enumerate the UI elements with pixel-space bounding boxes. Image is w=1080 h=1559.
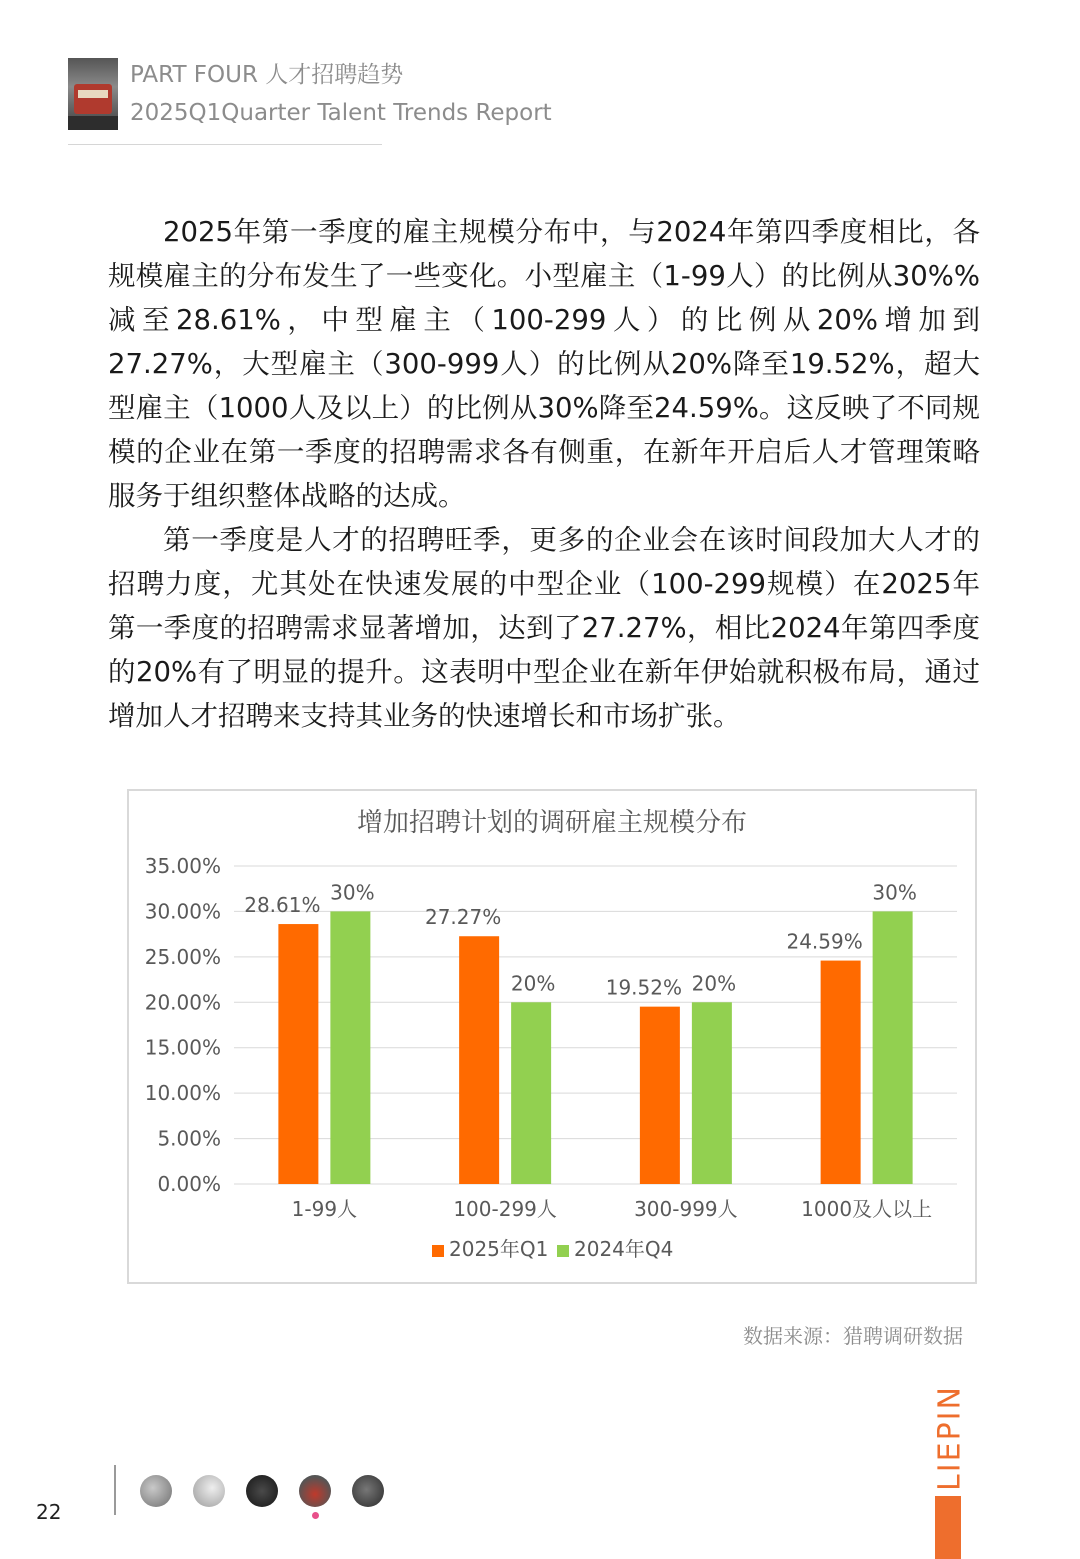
bar-q4	[330, 911, 370, 1184]
data-label: 30%	[330, 880, 375, 905]
header-thumbnail-image	[68, 58, 118, 130]
y-tick-label: 35.00%	[144, 854, 221, 878]
y-tick-label: 15.00%	[144, 1035, 221, 1060]
legend-label: 2024年Q4	[574, 1237, 674, 1261]
x-tick-label: 300-999人	[634, 1197, 738, 1221]
data-label: 28.61%	[244, 893, 321, 918]
x-tick-label: 100-299人	[453, 1197, 557, 1221]
brand-mark	[922, 1378, 978, 1559]
page-thumbnail-5[interactable]	[352, 1475, 384, 1507]
bar-q1	[459, 936, 499, 1184]
data-label: 20%	[691, 971, 737, 996]
legend-swatch	[432, 1245, 444, 1257]
y-tick-label: 30.00%	[144, 899, 221, 924]
bar-q4	[692, 1002, 732, 1184]
data-label: 27.27%	[424, 905, 502, 930]
legend-swatch	[557, 1245, 569, 1257]
bar-q1	[640, 1007, 680, 1184]
data-source: 数据来源：猎聘调研数据	[743, 1324, 963, 1348]
data-label: 30%	[872, 880, 917, 905]
y-tick-label: 20.00%	[144, 990, 221, 1015]
data-label: 19.52%	[605, 975, 683, 1000]
page-thumbnail-1[interactable]	[140, 1475, 172, 1507]
body-text	[108, 210, 980, 738]
section-title: PART FOUR 人才招聘趋势	[130, 62, 404, 88]
brand-bar	[935, 1496, 961, 1559]
y-tick-label: 0.00%	[157, 1172, 221, 1196]
chart-canvas	[129, 791, 975, 1282]
active-page-indicator	[312, 1512, 319, 1519]
tram-shape	[74, 84, 112, 114]
y-tick-label: 25.00%	[144, 944, 221, 969]
bar-q4	[511, 1002, 551, 1184]
paragraph-1: 2025年第一季度的雇主规模分布中，与2024年第四季度相比，各规模雇主的分布发生了一些变化。小型雇主（1-99人）的比例从30%%减至28.61%，中型雇主（100-299人）的比例从20%增加到27.27%，大型雇主（300-999人）的比例从20%降至19.52%，超大型雇主（1000人及以上）的比例从30%降至24.59%。这反映了不同规模的企业在第一季度的招聘需求各有侧重，在新年开启后人才管理策略服务于组织整体战略的达成。	[108, 216, 980, 512]
bar-q1	[821, 961, 861, 1184]
header-divider	[68, 144, 382, 145]
y-tick-label: 10.00%	[144, 1081, 221, 1106]
x-tick-label: 1000及人以上	[801, 1197, 933, 1221]
page-thumbnail-4[interactable]	[299, 1475, 331, 1507]
legend-label: 2025年Q1	[449, 1237, 549, 1261]
bar-q1	[278, 924, 318, 1184]
paragraph-2: 第一季度是人才的招聘旺季，更多的企业会在该时间段加大人才的招聘力度，尤其处在快速发展的中型企业（100-299规模）在2025年第一季度的招聘需求显著增加，达到了27.27%，相比2024年第四季度的20%有了明显的提升。这表明中型企业在新年伊始就积极布局，通过增加人才招聘来支持其业务的快速增长和市场扩张。	[108, 524, 980, 732]
chart-title: 增加招聘计划的调研雇主规模分布	[356, 808, 748, 838]
brand-word: LIEPIN	[932, 1385, 968, 1491]
data-label: 24.59%	[786, 929, 863, 954]
y-tick-label: 5.00%	[157, 1126, 221, 1151]
page-number: 22	[36, 1500, 62, 1524]
x-tick-label: 1-99人	[291, 1197, 358, 1221]
page-thumbnail-3[interactable]	[246, 1475, 278, 1507]
data-label: 20%	[510, 971, 556, 996]
page-thumbnail-2[interactable]	[193, 1475, 225, 1507]
report-subtitle: 2025Q1Quarter Talent Trends Report	[130, 100, 552, 126]
bar-q4	[873, 911, 913, 1184]
road-shape	[68, 116, 118, 130]
bar-chart	[127, 789, 977, 1284]
nav-divider	[114, 1465, 116, 1515]
